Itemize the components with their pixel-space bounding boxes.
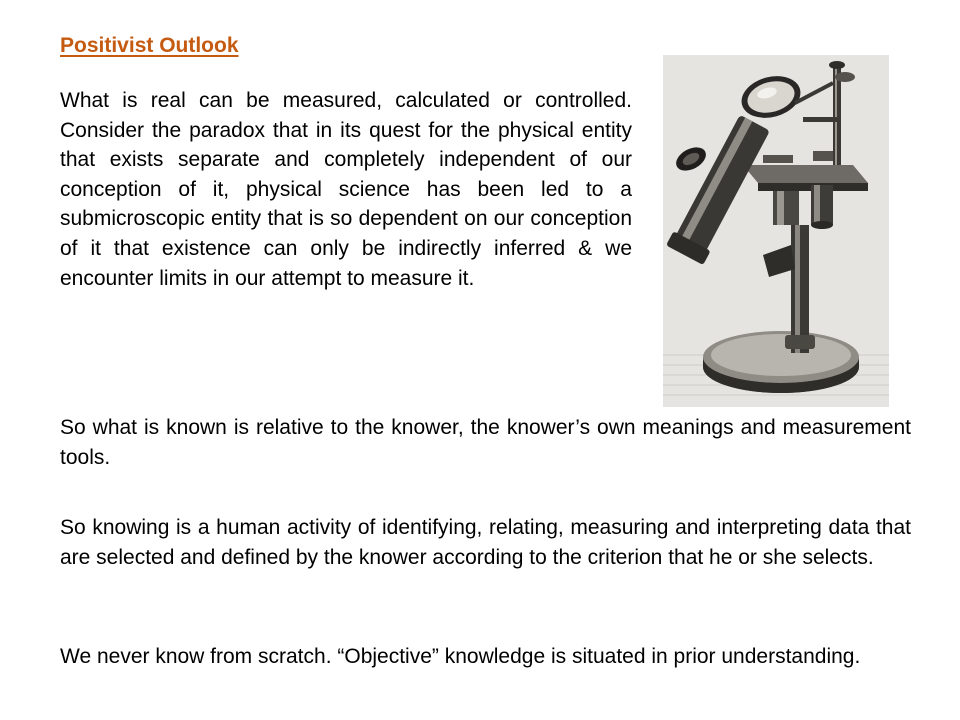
paragraph-knowing-activity: So knowing is a human activity of identifying, relating, measuring and interpreting data that are selected and defined by the knower according to the criterion that he or she selects. xyxy=(60,516,911,569)
microscope-icon xyxy=(663,55,889,407)
paragraph-known-relative: So what is known is relative to the knower, the knower’s own meanings and measurement tools. xyxy=(60,416,911,469)
slide-title: Positivist Outlook xyxy=(60,34,239,57)
paragraph-prior-understanding: We never know from scratch. “Objective” knowledge is situated in prior understanding. xyxy=(60,645,861,668)
microscope-illustration xyxy=(663,55,889,407)
paragraph-positivist-definition: What is real can be measured, calculated or controlled. Consider the paradox that in its quest for the physical entity that exists separate and completely independent of our conception of it, physical science has been led to a submicroscopic entity that is so dependent on our conception of it that existence can only be indirectly inferred & we encounter limits in our attempt to measure it. xyxy=(60,89,632,290)
